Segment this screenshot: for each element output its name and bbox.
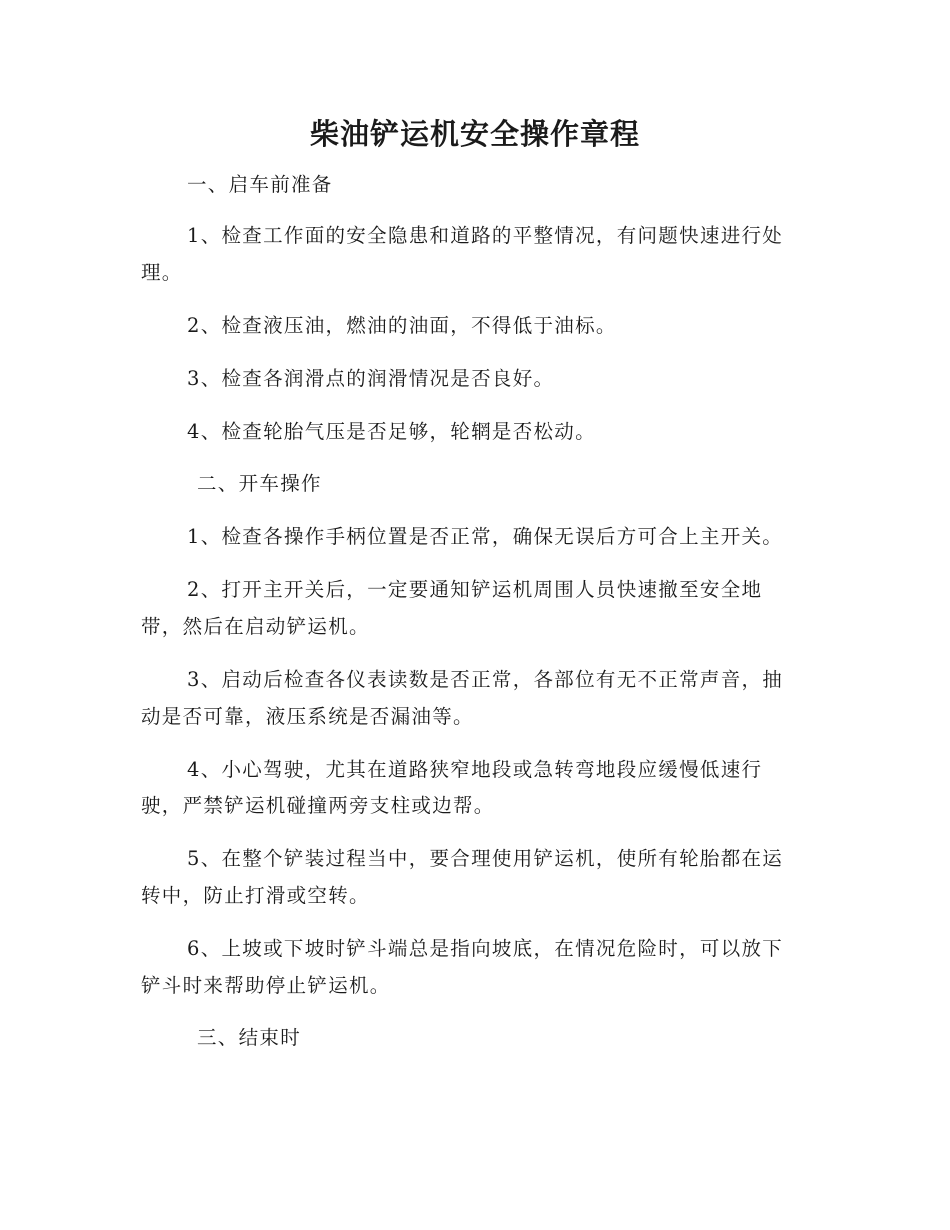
paragraph-line: 3、启动后检查各仪表读数是否正常，各部位有无不正常声音，抽 bbox=[187, 668, 784, 691]
paragraph-line: 6、上坡或下坡时铲斗端总是指向坡底，在情况危险时，可以放下 bbox=[187, 937, 784, 960]
paragraph-line: 铲斗时来帮助停止铲运机。 bbox=[141, 974, 391, 997]
paragraph-line: 转中，防止打滑或空转。 bbox=[141, 884, 370, 907]
document-title: 柴油铲运机安全操作章程 bbox=[309, 117, 640, 151]
paragraph-line: 2、打开主开关后，一定要通知铲运机周围人员快速撤至安全地 bbox=[187, 578, 763, 601]
paragraph-line: 动是否可靠，液压系统是否漏油等。 bbox=[141, 705, 474, 728]
paragraph-line: 理。 bbox=[141, 261, 183, 284]
paragraph-line: 带，然后在启动铲运机。 bbox=[141, 615, 370, 638]
paragraph-line: 4、小心驾驶，尤其在道路狭窄地段或急转弯地段应缓慢低速行 bbox=[187, 758, 763, 781]
paragraph-line: 1、检查各操作手柄位置是否正常，确保无误后方可合上主开关。 bbox=[187, 525, 784, 548]
section-heading: 一、启车前准备 bbox=[187, 173, 333, 196]
paragraph-line: 2、检查液压油，燃油的油面，不得低于油标。 bbox=[187, 314, 617, 337]
section-heading: 三、结束时 bbox=[197, 1026, 302, 1049]
paragraph-line: 4、检查轮胎气压是否足够，轮辋是否松动。 bbox=[187, 420, 596, 443]
section-heading: 二、开车操作 bbox=[197, 472, 322, 495]
paragraph-line: 驶，严禁铲运机碰撞两旁支柱或边帮。 bbox=[141, 794, 495, 817]
paragraph-line: 1、检查工作面的安全隐患和道路的平整情况，有问题快速进行处 bbox=[187, 224, 784, 247]
paragraph-line: 5、在整个铲装过程当中，要合理使用铲运机，使所有轮胎都在运 bbox=[187, 847, 784, 870]
paragraph-line: 3、检查各润滑点的润滑情况是否良好。 bbox=[187, 367, 555, 390]
